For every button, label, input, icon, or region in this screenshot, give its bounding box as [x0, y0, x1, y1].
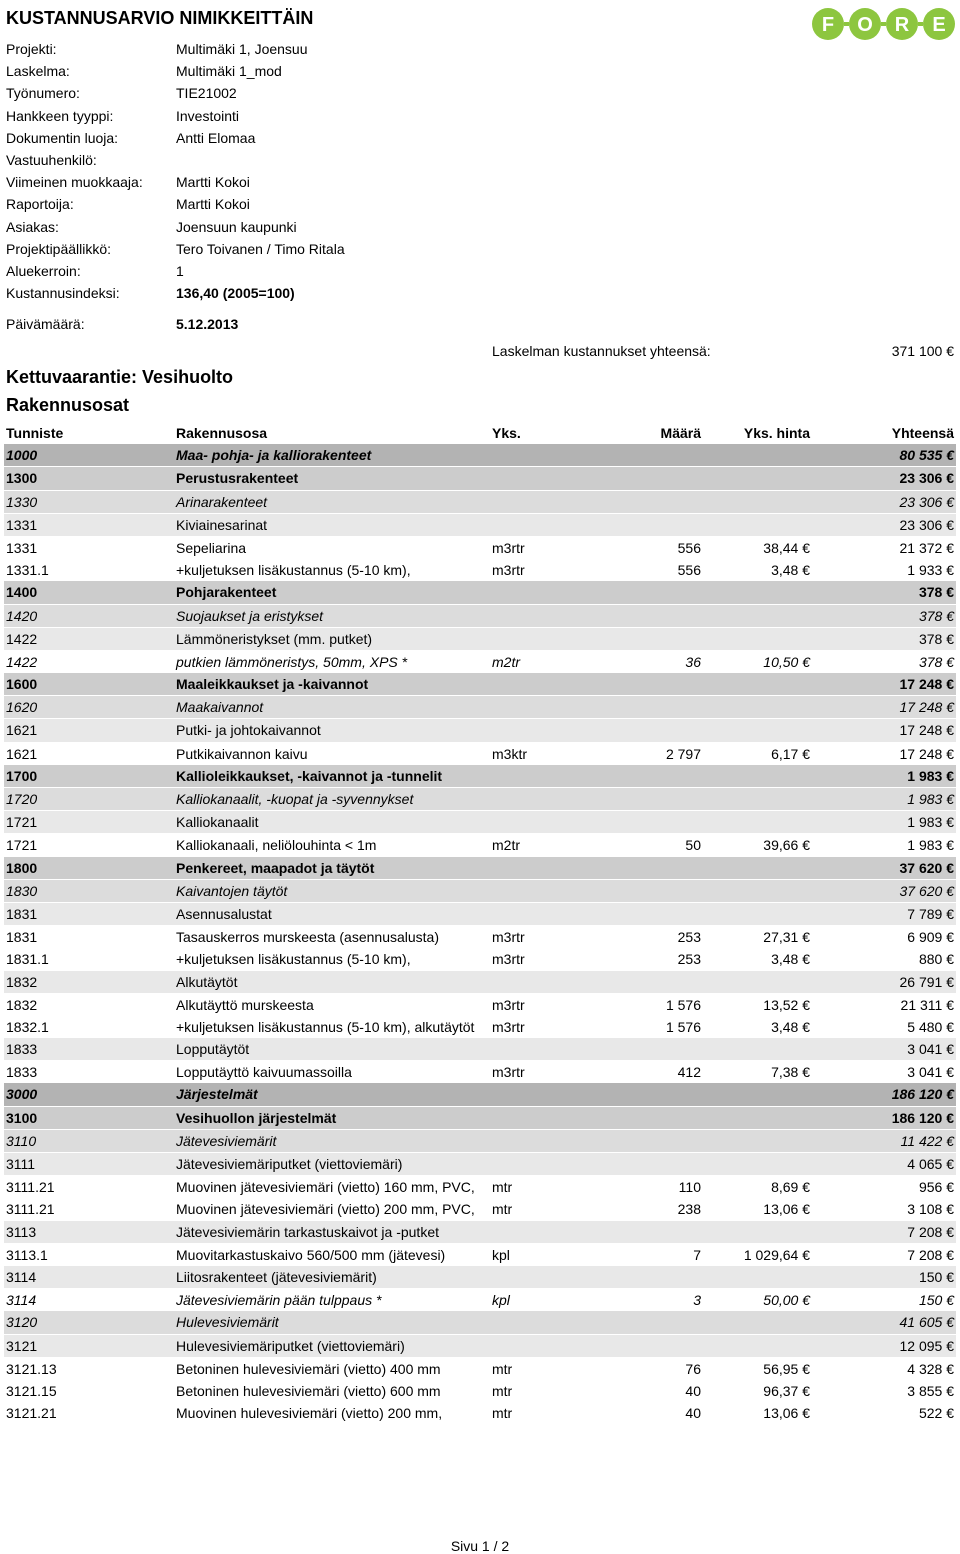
cell-total: 3 041 € [907, 1064, 954, 1081]
cell-qty: 412 [677, 1064, 701, 1081]
table-row [4, 1198, 956, 1220]
cell-id: 3120 [6, 1314, 38, 1331]
cell-total: 378 € [918, 630, 954, 647]
cell-id: 1422 [6, 630, 38, 647]
cell-total: 7 789 € [907, 905, 954, 922]
cell-id: 3100 [6, 1109, 38, 1126]
cell-total: 4 328 € [907, 1360, 954, 1377]
cell-qty: 2 797 [665, 745, 701, 762]
meta-label: Raportoija: [6, 196, 74, 213]
cell-name: Arinarakenteet [176, 493, 268, 510]
cell-id: 3110 [6, 1132, 37, 1149]
cell-qty: 556 [677, 539, 701, 556]
cell-name: Kalliokanaalit, -kuopat ja -syvennykset [176, 791, 414, 807]
cell-name: Jätevesiviemärin tarkastuskaivot ja -putket [176, 1223, 439, 1240]
cell-unit: mtr [492, 1179, 513, 1196]
meta-value: Multimäki 1, Joensuu [176, 41, 308, 57]
cell-total: 7 208 € [907, 1246, 954, 1263]
cell-price: 6,17 € [771, 745, 810, 762]
cell-id: 3121.21 [6, 1405, 57, 1422]
cell-price: 13,06 € [763, 1405, 810, 1422]
cell-unit: mtr [492, 1382, 513, 1399]
cell-total: 3 041 € [907, 1041, 954, 1058]
cell-total: 7 208 € [907, 1223, 954, 1240]
cell-total: 1 983 € [907, 814, 954, 831]
cell-name: Muovinen jätevesiviemäri (vietto) 160 mm, PVC, [176, 1179, 475, 1196]
cell-unit: m3rtr [492, 539, 525, 556]
cell-qty: 7 [693, 1246, 701, 1263]
cell-total: 1 983 € [907, 791, 954, 807]
header-name: Rakennusosa [176, 425, 268, 441]
meta-label: Dokumentin luoja: [6, 129, 119, 146]
cell-name: putkien lämmöneristys, 50mm, XPS * [176, 653, 408, 670]
fore-logo [810, 6, 956, 42]
cell-price: 39,66 € [763, 837, 810, 854]
cell-id: 1400 [6, 584, 38, 601]
meta-value: Joensuun kaupunki [176, 218, 297, 235]
cell-id: 1600 [6, 676, 38, 693]
cell-id: 1422 [6, 653, 38, 670]
cell-id: 3113.1 [6, 1246, 48, 1263]
meta-label: Viimeinen muokkaaja: [6, 174, 143, 191]
meta-value: 5.12.2013 [176, 316, 239, 332]
cell-price: 8,69 € [771, 1179, 810, 1196]
cell-total: 1 983 € [907, 837, 954, 854]
cell-price: 50,00 € [763, 1292, 810, 1309]
cell-qty: 36 [685, 653, 701, 670]
cell-name: Kalliokanaalit [176, 814, 259, 831]
cell-name: Lämmöneristykset (mm. putket) [176, 630, 373, 647]
cell-unit: m3rtr [492, 951, 525, 968]
table-row [4, 765, 956, 788]
cell-total: 1 983 € [907, 767, 954, 784]
meta-value: TIE21002 [176, 85, 237, 102]
cell-id: 3121 [6, 1337, 38, 1354]
header-qty: Määrä [660, 425, 701, 441]
cell-qty: 3 [693, 1292, 701, 1309]
cell-id: 1831.1 [6, 951, 49, 968]
cell-total: 4 065 € [907, 1156, 954, 1172]
cell-total: 17 248 € [899, 722, 954, 739]
cell-total: 23 306 € [899, 516, 954, 533]
cell-unit: m3rtr [492, 929, 525, 946]
cell-price: 56,95 € [763, 1360, 810, 1377]
cell-name: Muovitarkastuskaivo 560/500 mm (jätevesi) [176, 1246, 446, 1263]
cell-id: 1331.1 [6, 562, 49, 579]
table-row [4, 444, 956, 467]
cell-total: 378 € [918, 607, 954, 624]
cell-name: Hulevesiviemäriputket (viettoviemäri) [176, 1337, 405, 1354]
cell-total: 522 € [918, 1405, 954, 1422]
table-row [4, 1016, 956, 1038]
meta-label: Kustannusindeksi: [6, 285, 120, 302]
cell-name: Suojaukset ja eristykset [176, 607, 324, 624]
logo-letter: O [857, 14, 873, 36]
cell-id: 1831 [6, 905, 38, 922]
table-row [4, 971, 956, 994]
total-cost-label: Laskelman kustannukset yhteensä: [492, 343, 711, 359]
table-row [4, 1380, 956, 1402]
meta-value: 1 [176, 263, 184, 279]
cell-id: 1833 [6, 1041, 38, 1058]
cell-name: Liitosrakenteet (jätevesiviemärit) [176, 1268, 377, 1285]
cell-price: 7,38 € [771, 1064, 810, 1081]
meta-label: Aluekerroin: [6, 263, 81, 279]
table-row [4, 994, 956, 1016]
table-row [4, 673, 956, 696]
logo-letter: R [894, 14, 910, 36]
table-row [4, 514, 956, 537]
cell-name: Kalliokanaali, neliölouhinta < 1m [176, 837, 377, 854]
cell-price: 1 029,64 € [743, 1246, 810, 1263]
cell-total: 150 € [918, 1268, 954, 1285]
table-row [4, 1335, 956, 1358]
meta-value: 136,40 (2005=100) [176, 285, 295, 302]
meta-value: Investointi [176, 107, 240, 124]
cell-total: 21 372 € [899, 539, 954, 556]
logo-letter: E [932, 14, 946, 36]
cell-unit: m3ktr [492, 745, 527, 762]
cell-id: 1621 [6, 745, 38, 762]
cell-total: 5 480 € [907, 1018, 954, 1035]
cell-name: +kuljetuksen lisäkustannus (5-10 km), [176, 951, 411, 968]
cell-id: 3121.13 [6, 1360, 57, 1377]
logo-letter: F [821, 14, 835, 36]
table-row [4, 1221, 956, 1244]
cell-id: 1831 [6, 929, 38, 946]
meta-value: Antti Elomaa [176, 129, 256, 146]
cost-table [4, 422, 956, 1424]
cell-name: +kuljetuksen lisäkustannus (5-10 km), [176, 562, 411, 579]
cell-name: Maa- pohja- ja kalliorakenteet [176, 447, 372, 464]
table-row [4, 537, 956, 559]
cell-price: 10,50 € [763, 653, 810, 670]
meta-value: Martti Kokoi [176, 196, 250, 213]
section-title: Kettuvaarantie: Vesihuolto [6, 367, 234, 387]
cell-unit: m3rtr [492, 1018, 525, 1035]
cell-id: 1721 [6, 814, 38, 831]
meta-label: Työnumero: [6, 85, 80, 102]
page-number: Sivu 1 / 2 [450, 1538, 510, 1554]
cell-total: 80 535 € [899, 447, 954, 464]
cell-id: 1832 [6, 996, 38, 1013]
cell-name: Maakaivannot [176, 699, 264, 716]
cell-id: 1331 [6, 539, 38, 556]
cell-total: 150 € [918, 1292, 954, 1309]
table-row [4, 1266, 956, 1289]
cell-total: 186 120 € [891, 1086, 954, 1103]
cell-name: Alkutäytöt [176, 973, 238, 990]
table-row [4, 1311, 956, 1334]
meta-label: Vastuuhenkilö: [6, 152, 97, 168]
cell-name: Lopputäyttö kaivuumassoilla [176, 1064, 352, 1081]
table-row [4, 651, 956, 673]
cell-unit: m3rtr [492, 996, 525, 1013]
cell-name: Alkutäyttö murskeesta [176, 996, 314, 1013]
cell-unit: m2tr [492, 653, 520, 670]
table-row [4, 1176, 956, 1198]
header-total: Yhteensä [891, 425, 954, 441]
table-row [4, 880, 956, 903]
table-row [4, 559, 956, 581]
cell-unit: mtr [492, 1201, 513, 1218]
table-row [4, 903, 956, 926]
cell-total: 23 306 € [899, 470, 954, 487]
table-row [4, 857, 956, 880]
table-row [4, 1153, 956, 1176]
cell-id: 1621 [6, 722, 38, 739]
cell-total: 17 248 € [899, 699, 954, 716]
cell-id: 3113 [6, 1223, 37, 1240]
cell-total: 1 933 € [907, 562, 954, 579]
cell-total: 21 311 € [900, 996, 954, 1013]
cell-id: 1830 [6, 882, 38, 899]
cell-name: Asennusalustat [176, 905, 272, 922]
table-row [4, 1289, 956, 1311]
cell-id: 1721 [6, 837, 38, 854]
cell-id: 1700 [6, 767, 38, 784]
table-row [4, 788, 956, 811]
cell-id: 1833 [6, 1064, 38, 1081]
table-row [4, 581, 956, 604]
cell-unit: m3rtr [492, 1064, 525, 1081]
cell-name: Muovinen jätevesiviemäri (vietto) 200 mm, PVC, [176, 1201, 475, 1218]
table-row [4, 1107, 956, 1130]
table-header [4, 422, 956, 444]
header-id: Tunniste [6, 425, 64, 441]
table-row [4, 1402, 956, 1424]
cell-total: 37 620 € [899, 882, 954, 899]
cell-total: 378 € [918, 653, 954, 670]
cell-name: Penkereet, maapadot ja täytöt [176, 859, 375, 876]
cell-id: 1330 [6, 493, 38, 510]
cell-total: 880 € [918, 951, 954, 968]
table-row [4, 1130, 956, 1153]
table-row [4, 834, 956, 856]
cell-total: 3 855 € [907, 1382, 954, 1399]
cell-total: 12 095 € [899, 1337, 954, 1354]
meta-label: Projektipäällikkö: [6, 240, 112, 257]
cell-id: 1420 [6, 607, 38, 624]
cell-name: Lopputäytöt [176, 1041, 250, 1058]
cell-name: Kiviainesarinat [176, 516, 268, 533]
cell-qty: 50 [685, 837, 701, 854]
cell-price: 38,44 € [763, 539, 810, 556]
table-row [4, 1038, 956, 1061]
table-row [4, 743, 956, 765]
cell-total: 3 108 € [907, 1201, 954, 1218]
cell-unit: m3rtr [492, 562, 525, 579]
cell-name: +kuljetuksen lisäkustannus (5-10 km), alkutäytöt [176, 1018, 475, 1035]
meta-value: Martti Kokoi [176, 174, 250, 191]
cell-qty: 1 576 [665, 996, 701, 1013]
cell-id: 3114 [6, 1268, 37, 1285]
table-row [4, 719, 956, 742]
cell-qty: 40 [685, 1382, 701, 1399]
cell-total: 378 € [918, 584, 954, 601]
cell-id: 3111 [6, 1156, 36, 1172]
header-price: Yks. hinta [743, 425, 810, 441]
cell-id: 1331 [6, 516, 38, 533]
cell-price: 3,48 € [771, 562, 810, 579]
cell-name: Järjestelmät [176, 1086, 258, 1103]
cell-unit: m2tr [492, 837, 520, 854]
cell-total: 17 248 € [899, 676, 954, 693]
cell-qty: 76 [685, 1360, 701, 1377]
cell-price: 27,31 € [763, 929, 810, 946]
cell-unit: kpl [492, 1292, 510, 1309]
cell-name: Jätevesiviemäriputket (viettoviemäri) [176, 1156, 403, 1172]
cell-id: 3000 [6, 1086, 38, 1103]
cell-price: 3,48 € [771, 951, 810, 968]
cell-id: 1832 [6, 973, 38, 990]
cell-id: 1720 [6, 791, 38, 807]
table-row [4, 1083, 956, 1106]
cell-name: Sepeliarina [176, 539, 247, 556]
meta-label: Päivämäärä: [6, 316, 85, 332]
table-row [4, 811, 956, 834]
cell-name: Maaleikkaukset ja -kaivannot [176, 676, 369, 693]
table-row [4, 467, 956, 490]
cell-id: 3121.15 [6, 1382, 57, 1399]
cell-name: Perustusrakenteet [176, 470, 299, 487]
meta-label: Laskelma: [6, 63, 70, 80]
cell-unit: mtr [492, 1360, 513, 1377]
cell-name: Putkikaivannon kaivu [176, 745, 308, 762]
cell-total: 956 € [918, 1179, 954, 1196]
cell-qty: 253 [677, 929, 701, 946]
cell-unit: mtr [492, 1405, 513, 1422]
section-subtitle: Rakennusosat [6, 395, 130, 415]
cell-price: 13,52 € [763, 996, 810, 1013]
report-title: KUSTANNUSARVIO NIMIKKEITTÄIN [6, 8, 314, 28]
cell-total: 11 422 € [900, 1132, 954, 1149]
table-row [4, 696, 956, 719]
cell-total: 186 120 € [891, 1109, 954, 1126]
cell-name: Jätevesiviemärin pään tulppaus * [176, 1292, 382, 1309]
cell-id: 1832.1 [6, 1018, 49, 1035]
cell-id: 1300 [6, 470, 38, 487]
cell-price: 13,06 € [763, 1201, 810, 1218]
cell-id: 1800 [6, 859, 38, 876]
cell-id: 1000 [6, 447, 38, 464]
cell-price: 96,37 € [763, 1382, 810, 1399]
table-row [4, 1061, 956, 1083]
cell-qty: 238 [677, 1201, 701, 1218]
cell-qty: 253 [677, 951, 701, 968]
table-row [4, 491, 956, 514]
cell-name: Tasauskerros murskeesta (asennusalusta) [176, 929, 440, 946]
table-row [4, 628, 956, 651]
table-row [4, 605, 956, 628]
meta-value: Multimäki 1_mod [176, 63, 282, 80]
cell-id: 3111.21 [6, 1179, 55, 1196]
table-row [4, 1358, 956, 1380]
cell-id: 3111.21 [6, 1201, 55, 1218]
cell-name: Betoninen hulevesiviemäri (vietto) 600 mm [176, 1382, 441, 1399]
cell-name: Muovinen hulevesiviemäri (vietto) 200 mm, [176, 1405, 443, 1422]
cell-name: Jätevesiviemärit [176, 1132, 277, 1149]
header-unit: Yks. [492, 425, 521, 441]
cell-total: 6 909 € [907, 929, 954, 946]
cell-total: 26 791 € [899, 973, 954, 990]
cell-id: 3114 [6, 1292, 37, 1309]
cell-price: 3,48 € [771, 1018, 810, 1035]
meta-label: Hankkeen tyyppi: [6, 107, 114, 124]
table-row [4, 1244, 956, 1266]
total-cost-value: 371 100 € [891, 343, 954, 359]
cell-name: Vesihuollon järjestelmät [176, 1109, 337, 1126]
cell-total: 41 605 € [899, 1314, 954, 1331]
meta-label: Projekti: [6, 41, 57, 57]
table-row [4, 926, 956, 948]
cell-total: 17 248 € [899, 745, 954, 762]
cell-qty: 1 576 [665, 1018, 701, 1035]
cell-total: 37 620 € [899, 859, 954, 876]
cell-qty: 556 [677, 562, 701, 579]
table-row [4, 948, 956, 970]
cell-qty: 110 [678, 1179, 701, 1196]
meta-value: Tero Toivanen / Timo Ritala [176, 240, 345, 257]
cell-id: 1620 [6, 699, 38, 716]
cell-total: 23 306 € [899, 493, 954, 510]
meta-label: Asiakas: [6, 218, 59, 235]
cell-name: Kallioleikkaukset, -kaivannot ja -tunnelit [176, 767, 443, 784]
cell-unit: kpl [492, 1246, 510, 1263]
cell-name: Pohjarakenteet [176, 584, 277, 601]
cell-name: Putki- ja johtokaivannot [176, 722, 321, 739]
cell-name: Kaivantojen täytöt [176, 882, 288, 899]
cell-qty: 40 [685, 1405, 701, 1422]
cell-name: Hulevesiviemärit [176, 1314, 279, 1331]
cell-name: Betoninen hulevesiviemäri (vietto) 400 mm [176, 1360, 441, 1377]
